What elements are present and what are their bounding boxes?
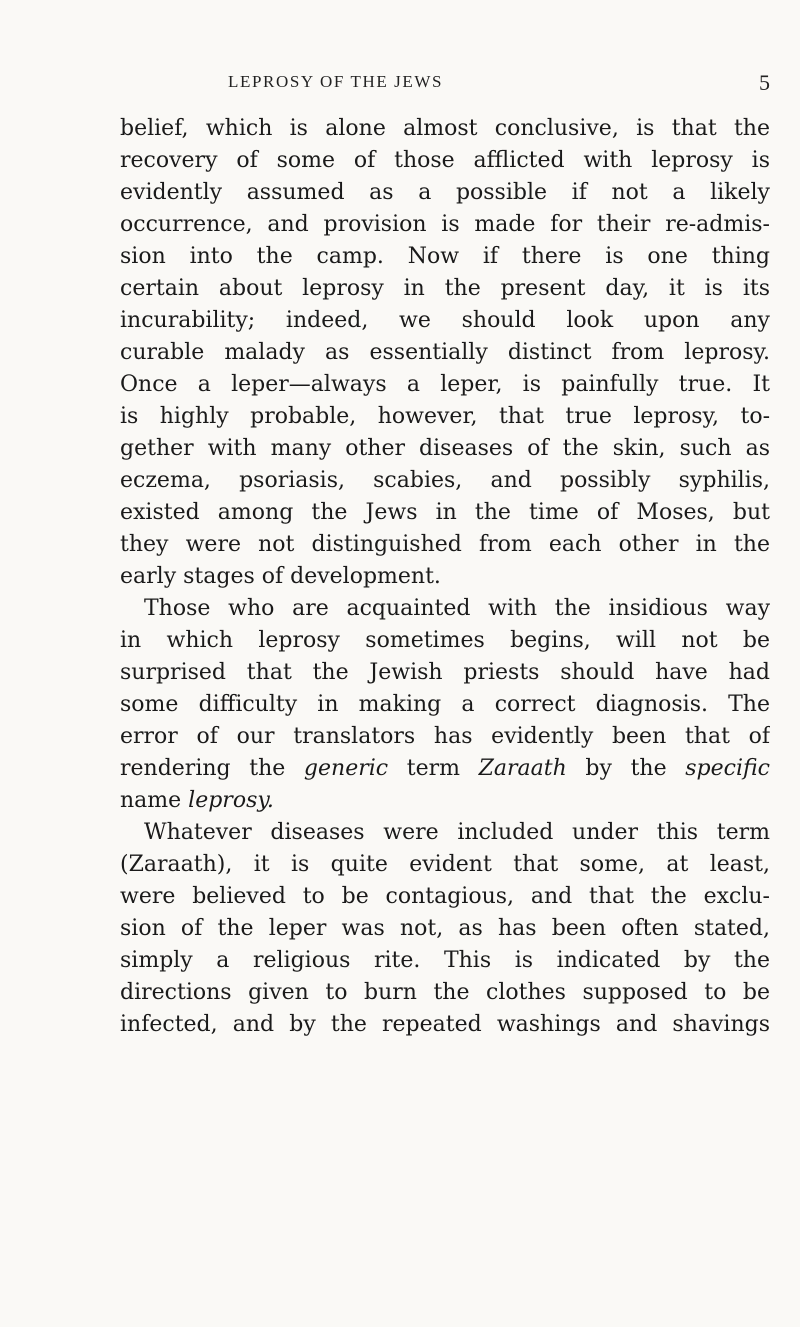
text-line: early stages of development. xyxy=(120,564,441,589)
text-line: evidently assumed as a possible if not a likely xyxy=(120,180,770,205)
text-line xyxy=(120,753,770,785)
text-line: occurrence, and provision is made for their re-admis- xyxy=(120,212,770,237)
italic-term: specific xyxy=(685,756,770,781)
text-line: Once a leper—always a leper, is painfully true. It xyxy=(120,372,770,397)
text-line: curable malady as essentially distinct from leprosy. xyxy=(120,340,770,365)
italic-term: leprosy. xyxy=(188,788,274,813)
text-line: is highly probable, however, that true leprosy, to- xyxy=(120,404,770,429)
text-line: (Zaraath), it is quite evident that some, at least, xyxy=(120,852,770,877)
text-line: some difficulty in making a correct diagnosis. The xyxy=(120,692,770,717)
text-line: Whatever diseases were included under this term xyxy=(144,820,770,845)
text-line: existed among the Jews in the time of Moses, but xyxy=(120,500,770,525)
running-head xyxy=(120,72,770,98)
text-run: rendering the xyxy=(120,756,304,781)
text-run: name xyxy=(120,788,189,813)
text-line: surprised that the Jewish priests should have had xyxy=(120,660,770,685)
text-line: infected, and by the repeated washings and shavings xyxy=(120,1012,770,1037)
text-line: recovery of some of those afflicted with leprosy is xyxy=(120,148,770,173)
text-line: Those who are acquainted with the insidious way xyxy=(144,596,770,621)
text-line: sion of the leper was not, as has been often stated, xyxy=(120,916,770,941)
body-text xyxy=(120,113,770,1041)
text-line: they were not distinguished from each other in the xyxy=(120,532,770,557)
text-line: certain about leprosy in the present day, it is its xyxy=(120,276,770,301)
page-number: 5 xyxy=(759,70,770,95)
italic-term: Zaraath xyxy=(478,756,567,781)
text-line: were believed to be contagious, and that the exclu- xyxy=(120,884,770,909)
text-run: by the xyxy=(566,756,686,781)
text-line: simply a religious rite. This is indicated by the xyxy=(120,948,770,973)
text-line: directions given to burn the clothes supposed to be xyxy=(120,980,770,1005)
text-line: eczema, psoriasis, scabies, and possibly syphilis, xyxy=(120,468,770,493)
text-line: error of our translators has evidently been that of xyxy=(120,724,770,749)
text-line: sion into the camp. Now if there is one thing xyxy=(120,244,770,269)
running-title: LEPROSY OF THE JEWS xyxy=(228,72,444,91)
text-run: term xyxy=(388,756,479,781)
text-line: in which leprosy sometimes begins, will not be xyxy=(120,628,770,653)
italic-term: generic xyxy=(303,756,389,781)
text-line: incurability; indeed, we should look upon any xyxy=(120,308,770,333)
text-line xyxy=(120,785,770,817)
text-line: belief, which is alone almost conclusive, is that the xyxy=(120,116,770,141)
text-line: gether with many other diseases of the skin, such as xyxy=(120,436,770,461)
